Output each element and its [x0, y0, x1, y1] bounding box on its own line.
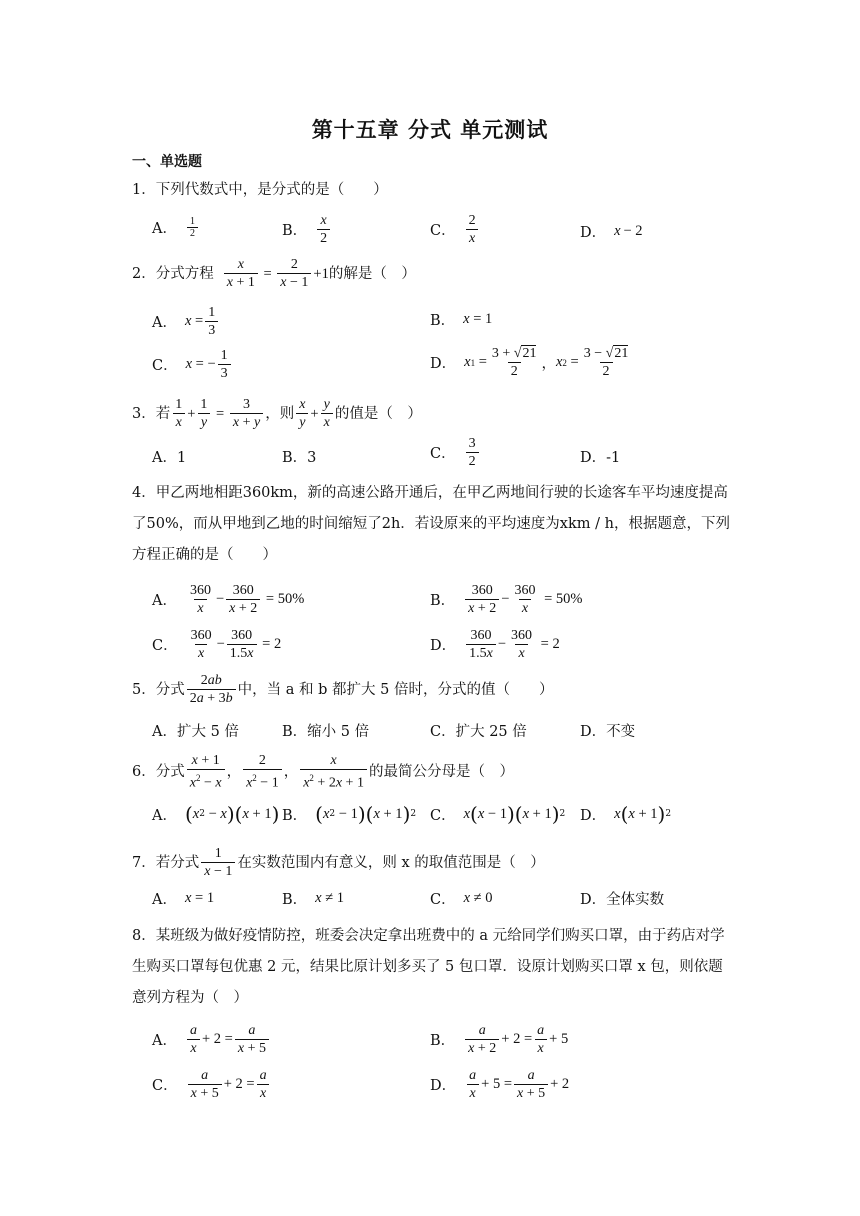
q8-option-d[interactable]: D． $\frac{a}{x}$ + 5 = $\frac{a}{x + 5}$ + 2 [430, 1068, 570, 1101]
q4-option-c[interactable]: C． $\frac{360}{x}$ − $\frac{360}{1.5x}$ = 2 [152, 628, 282, 661]
q2-option-c[interactable]: C． x = − $\frac{1}{3}$ [152, 347, 233, 382]
question-1-stem: 1．下列代数式中，是分式的是（ ） [132, 182, 388, 198]
q8-option-a[interactable]: A． $\frac{a}{x}$ + 2 = $\frac{a}{x + 5}$ [152, 1022, 271, 1057]
q1-option-d[interactable]: D． x − 2 [580, 223, 643, 241]
q3-option-c[interactable]: C． $\frac{3}{2}$ [430, 435, 481, 470]
q8-option-c[interactable]: C． $\frac{a}{x + 5}$ + 2 = $\frac{a}{x}$ [152, 1067, 272, 1102]
q5-option-a[interactable]: A．扩大 5 倍 [152, 724, 239, 740]
q7-option-c[interactable]: C． x ≠ 0 [430, 890, 493, 908]
q7-option-a[interactable]: A． x = 1 [152, 890, 215, 908]
q6-option-d[interactable]: D． x ( x + 1 ) 2 [580, 802, 672, 826]
q4-option-d[interactable]: D． $\frac{360}{1.5x}$ − $\frac{360}{x}$ = 2 [430, 628, 560, 661]
question-6-stem: 6．分式 $\frac{x + 1}{x^2 - x}$ ， $\frac{2}{x^2 - 1}$ ， $\frac{x}{x^2 + 2x + 1}$ 的最简公分母是（ ） [132, 753, 514, 791]
q6-option-a[interactable]: A． ( x 2 − x )( x + 1 ) [152, 802, 280, 826]
q2-option-a[interactable]: A． x = $\frac{1}{3}$ [152, 304, 220, 339]
q8-option-b[interactable]: B． $\frac{a}{x + 2}$ + 2 = $\frac{a}{x}$ + 5 [430, 1023, 569, 1056]
section-heading: 一、单选题 [132, 154, 202, 170]
question-4-stem: 4．甲乙两地相距360km，新的高速公路开通后，在甲乙两地间行驶的长途客车平均速度提高了50%，而从甲地到乙地的时间缩短了2h．若设原来的平均速度为xkm / h，根据题意，下列方程正确的是（ ） [132, 485, 730, 563]
q1-option-a[interactable]: A． $\frac{1}{2}$ [152, 216, 200, 239]
question-2-stem: 2．分式方程 $\frac{x}{x + 1}$ = $\frac{2}{x - 1}$ +1 的解是（ ） [132, 257, 416, 290]
q3-option-b[interactable]: B．3 [282, 450, 317, 466]
q7-option-b[interactable]: B． x ≠ 1 [282, 890, 345, 908]
page-title: 第十五章 分式 单元测试 [311, 117, 549, 142]
q3-option-d[interactable]: D．-1 [580, 450, 621, 466]
q4-option-a[interactable]: A． $\frac{360}{x}$ − $\frac{360}{x + 2}$ = 50% [152, 583, 305, 616]
q2-option-b[interactable]: B． x = 1 [430, 311, 493, 329]
q5-option-c[interactable]: C．扩大 25 倍 [430, 724, 527, 740]
q2-option-d[interactable]: D． x 1 = $\frac{3 + √21}{2}$ ， x 2 = $\frac{3 - √21}{2}$ [430, 346, 629, 379]
q1-option-c[interactable]: C． $\frac{2}{x}$ [430, 212, 481, 247]
q6-option-c[interactable]: C． x ( x − 1 )( x + 1 ) 2 [430, 802, 566, 826]
q5-option-b[interactable]: B．缩小 5 倍 [282, 724, 370, 740]
question-5-stem: 5．分式 $\frac{2ab}{2a + 3b}$ 中，当 a 和 b 都扩大 5 倍时，分式的值（ ） [132, 673, 554, 706]
q6-option-b[interactable]: B． ( x 2 − 1 )( x + 1 ) 2 [282, 802, 417, 826]
q5-option-d[interactable]: D．不变 [580, 724, 636, 740]
question-3-stem: 3．若 $\frac{1}{x}$ + $\frac{1}{y}$ = $\frac{3}{x + y}$ ，则 $\frac{x}{y}$ + $\frac{y}{x}$ 的值是（ ） [132, 397, 422, 430]
q4-option-b[interactable]: B． $\frac{360}{x + 2}$ − $\frac{360}{x}$ = 50% [430, 583, 583, 616]
q7-option-d[interactable]: D．全体实数 [580, 892, 665, 908]
q3-option-a[interactable]: A．1 [152, 450, 187, 466]
question-8-stem: 8．某班级为做好疫情防控，班委会决定拿出班费中的 a 元给同学们购买口罩，由于药店对学生购买口罩每包优惠 2 元，结果比原计划多买了 5 包口罩．设原计划购买口罩 x 包，则依题意列方程为（ ） [132, 928, 725, 1006]
q1-option-b[interactable]: B． $\frac{x}{2}$ [282, 212, 332, 247]
question-7-stem: 7．若分式 $\frac{1}{x - 1}$ 在实数范围内有意义，则 x 的取值范围是（ ） [132, 846, 545, 879]
